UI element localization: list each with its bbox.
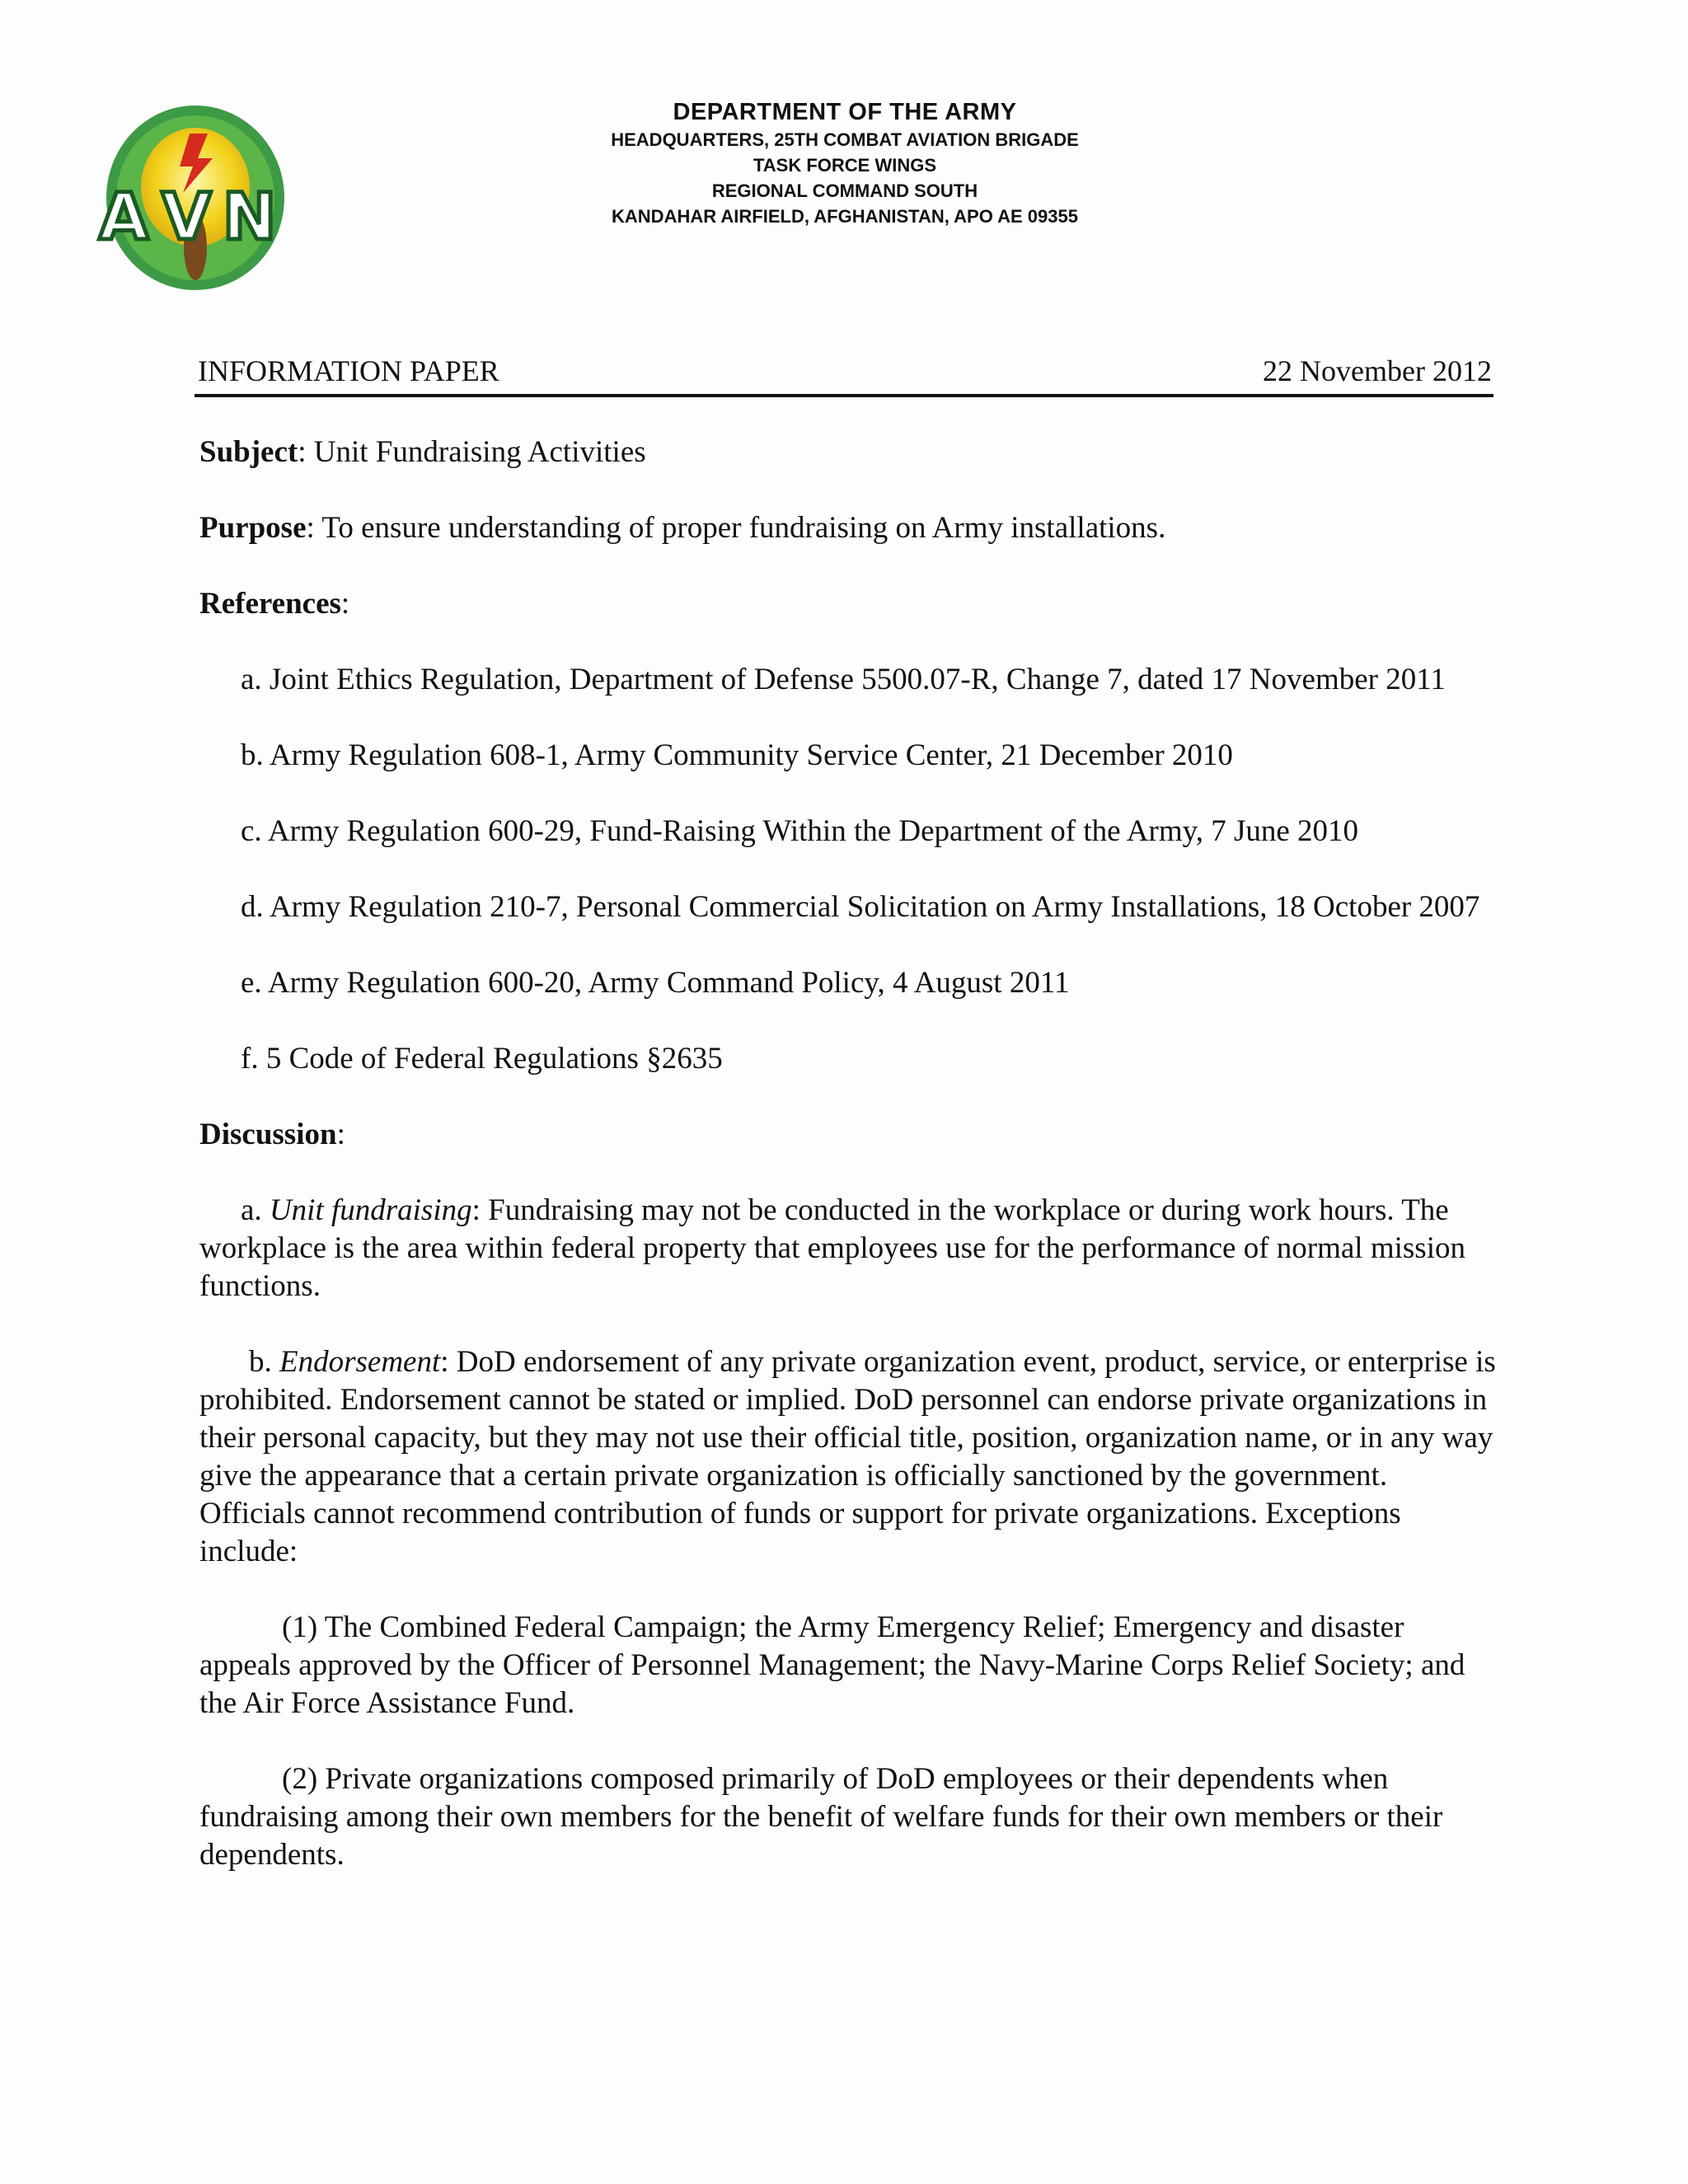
reference-item: b. Army Regulation 608-1, Army Community Service Center, 21 December 2010 [241, 738, 1233, 772]
subject-text: : Unit Fundraising Activities [298, 435, 646, 469]
references-heading [199, 585, 1498, 623]
exception-item: (1) The Combined Federal Campaign; the Army Emergency Relief; Emergency and disaster appeals approved by the Officer of Personnel Management; the Navy-Marine Corps Relief Society; and the Air Force Assistance Fund. [199, 1610, 1465, 1720]
reference-item: c. Army Regulation 600-29, Fund-Raising Within the Department of the Army, 7 June 2010 [241, 814, 1359, 848]
unit-fundraising-text: : Fundraising may not be conducted in the workplace or during work hours. The workplace is the area within federal property that employees use for the performance of normal mission functions. [199, 1193, 1465, 1303]
unit-fundraising-term: Unit fundraising [269, 1193, 472, 1227]
references-colon: : [340, 587, 350, 621]
purpose-label: Purpose [199, 511, 307, 545]
discussion-label: Discussion [199, 1118, 337, 1151]
paragraph-marker: b. [249, 1345, 279, 1379]
discussion-heading [199, 1116, 1498, 1154]
title-divider [195, 394, 1493, 397]
reference-item: d. Army Regulation 210-7, Personal Commercial Solicitation on Army Installations, 18 October 2007 [241, 890, 1480, 924]
discussion-paragraph-a [199, 1192, 1498, 1305]
subject-line [199, 434, 1498, 471]
subject-label: Subject [199, 435, 298, 469]
reference-item: f. 5 Code of Federal Regulations §2635 [241, 1042, 723, 1076]
headquarters-line: HEADQUARTERS, 25TH COMBAT AVIATION BRIGADE [611, 129, 1079, 150]
endorsement-text: : DoD endorsement of any private organization event, product, service, or enterprise is prohibited. Endorsement cannot be stated or implied. DoD personnel can endorse private organizations in their personal capacity, but they may not use their official title, position, organization name, or in any way give the appearance that a certain private organization is officially sanctioned by the government. Officials cannot recommend contribution of funds or support for private organizations. Exceptions include: [199, 1345, 1496, 1568]
svg-text:V: V [162, 180, 212, 255]
reference-item: e. Army Regulation 600-20, Army Command Policy, 4 August 2011 [241, 966, 1070, 1000]
task-force-line: TASK FORCE WINGS [753, 155, 937, 176]
regional-command-line: REGIONAL COMMAND SOUTH [711, 180, 978, 201]
document-body [199, 434, 1498, 1912]
document-type: INFORMATION PAPER [198, 354, 499, 387]
avn-logo-icon [92, 101, 298, 298]
department-name: DEPARTMENT OF THE ARMY [673, 99, 1017, 125]
letterhead [462, 97, 1228, 229]
discussion-paragraph-b [199, 1343, 1498, 1571]
references-label: References [199, 587, 341, 621]
svg-text:A: A [99, 180, 149, 255]
address-line: KANDAHAR AIRFIELD, AFGHANISTAN, APO AE 09355 [612, 206, 1078, 227]
purpose-line [199, 509, 1498, 547]
exception-item: (2) Private organizations composed primarily of DoD employees or their dependents when fundraising among their own members for the benefit of welfare funds for their own members or their dependents. [199, 1762, 1443, 1872]
document-title-row [198, 353, 1492, 389]
endorsement-term: Endorsement [279, 1345, 441, 1379]
document-date: 22 November 2012 [1263, 354, 1492, 387]
svg-text:N: N [223, 180, 277, 255]
reference-item: a. Joint Ethics Regulation, Department of Defense 5500.07-R, Change 7, dated 17 November 2011 [241, 663, 1446, 696]
purpose-text: : To ensure understanding of proper fundraising on Army installations. [306, 511, 1166, 545]
paragraph-marker: a. [241, 1193, 270, 1227]
discussion-colon: : [336, 1118, 345, 1151]
